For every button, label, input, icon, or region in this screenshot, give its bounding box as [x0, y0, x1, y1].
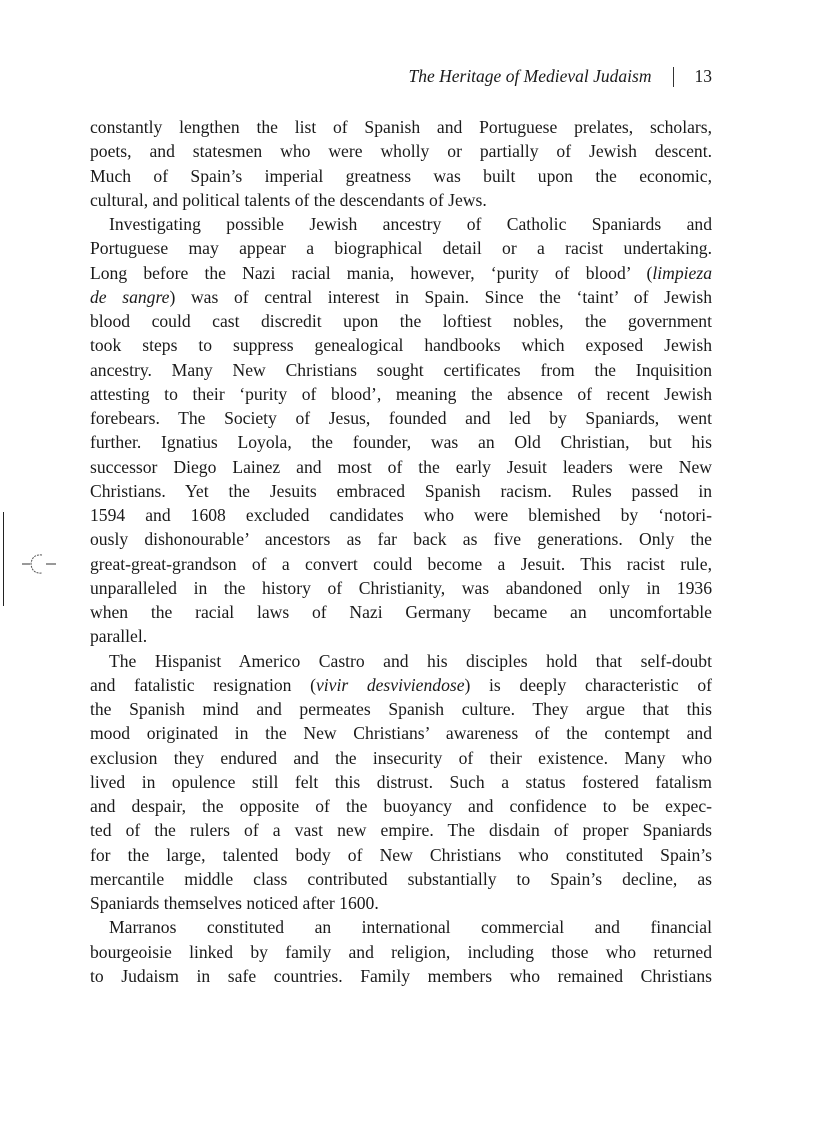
text-line	[90, 455, 712, 479]
text-run: mood originated in the New Christians’ awareness of the contempt and	[90, 723, 712, 744]
italic-term: de sangre	[90, 286, 170, 307]
text-line	[90, 843, 712, 867]
text-run: unparalleled in the history of Christianity, was abandoned only in 1936	[90, 577, 712, 598]
page-number: 13	[694, 66, 712, 86]
text-run: and fatalistic resignation (	[90, 674, 316, 695]
paragraph	[90, 115, 712, 212]
paragraph	[90, 915, 712, 988]
cut-mark-icon	[22, 548, 56, 580]
paragraph	[90, 649, 712, 916]
text-run: when the racial laws of Nazi Germany became an uncomfortable	[90, 602, 712, 622]
text-run: took steps to suppress genealogical handbooks which exposed Jewish	[90, 335, 712, 356]
text-run: the Spanish mind and permeates Spanish culture. They argue that this	[90, 699, 712, 719]
text-run: exclusion they endured and the insecurity of their existence. Many who	[90, 747, 712, 768]
text-run: constantly lengthen the list of Spanish and Portuguese prelates, scholars,	[90, 117, 712, 137]
text-line	[90, 915, 712, 939]
text-run: for the large, talented body of New Christians who constituted Spain’s	[90, 844, 712, 865]
text-line	[90, 721, 712, 745]
text-line	[90, 576, 712, 600]
text-line	[90, 285, 712, 309]
header-divider	[673, 67, 674, 87]
text-line	[90, 406, 712, 430]
text-run: 1594 and 1608 excluded candidates who were blemished by ‘notori-	[90, 505, 712, 525]
text-line	[90, 430, 712, 454]
text-run: successor Diego Lainez and most of the early Jesuit leaders were New	[90, 456, 712, 477]
text-run: ) was of central interest in Spain. Since the ‘taint’ of Jewish	[169, 286, 712, 307]
text-run: Christians. Yet the Jesuits embraced Spanish racism. Rules passed in	[90, 480, 712, 501]
text-run: Portuguese may appear a biographical detail or a racist undertaking.	[90, 238, 712, 259]
text-line	[90, 818, 712, 842]
text-run: Investigating possible Jewish ancestry of Catholic Spaniards and	[109, 214, 712, 234]
crop-margin-bar	[3, 512, 4, 606]
text-line	[90, 940, 712, 964]
text-run: attesting to their ‘purity of blood’, meaning the absence of recent Jewish	[90, 383, 712, 404]
text-line	[90, 867, 712, 891]
text-run: to Judaism in safe countries. Family members who remained Christians	[90, 965, 712, 986]
text-line	[90, 188, 712, 212]
text-line	[90, 115, 712, 139]
text-line	[90, 624, 712, 648]
text-run: ted of the rulers of a vast new empire. The disdain of proper Spaniards	[90, 820, 712, 841]
text-line	[90, 964, 712, 988]
text-line	[90, 358, 712, 382]
paragraph	[90, 212, 712, 649]
text-run: Much of Spain’s imperial greatness was built upon the economic,	[90, 165, 712, 186]
body-text	[90, 115, 712, 988]
text-line	[90, 261, 712, 285]
text-line	[90, 746, 712, 770]
text-run: poets, and statesmen who were wholly or partially of Jewish descent.	[90, 141, 712, 162]
text-line	[90, 600, 712, 624]
text-line	[90, 164, 712, 188]
text-line	[90, 382, 712, 406]
text-line	[90, 673, 712, 697]
text-run: cultural, and political talents of the descendants of Jews.	[90, 189, 487, 210]
text-line	[90, 236, 712, 260]
text-line	[90, 794, 712, 818]
text-line	[90, 333, 712, 357]
text-line	[90, 770, 712, 794]
text-run: great-great-grandson of a convert could become a Jesuit. This racist rule,	[90, 553, 712, 574]
text-line	[90, 891, 712, 915]
running-title: The Heritage of Medieval Judaism	[408, 66, 652, 86]
text-run: Long before the Nazi racial mania, however, ‘purity of blood’ (	[90, 262, 653, 283]
text-run: The Hispanist Americo Castro and his disciples hold that self-doubt	[109, 650, 712, 671]
text-run: ) is deeply characteristic of	[464, 674, 712, 695]
text-run: lived in opulence still felt this distrust. Such a status fostered fatalism	[90, 771, 712, 792]
text-run: bourgeoisie linked by family and religion, including those who returned	[90, 941, 712, 962]
text-line	[90, 309, 712, 333]
italic-term: vivir desviviendose	[315, 674, 465, 695]
text-line	[90, 212, 712, 236]
text-line	[90, 649, 712, 673]
text-run: Spaniards themselves noticed after 1600.	[90, 893, 379, 913]
text-line	[90, 697, 712, 721]
text-line	[90, 503, 712, 527]
text-run: ancestry. Many New Christians sought certificates from the Inquisition	[90, 359, 712, 380]
text-run: blood could cast discredit upon the loftiest nobles, the government	[90, 311, 712, 331]
text-line	[90, 479, 712, 503]
text-run: and despair, the opposite of the buoyancy and confidence to be expec-	[90, 796, 712, 816]
text-run: mercantile middle class contributed substantially to Spain’s decline, as	[90, 868, 712, 889]
text-run: parallel.	[90, 626, 148, 647]
text-line	[90, 527, 712, 551]
running-header	[408, 66, 712, 87]
text-run: forebears. The Society of Jesus, founded and led by Spaniards, went	[90, 408, 712, 428]
text-run: Marranos constituted an international commercial and financial	[109, 917, 712, 938]
italic-term: limpieza	[652, 262, 712, 283]
text-run: further. Ignatius Loyola, the founder, was an Old Christian, but his	[90, 432, 712, 453]
text-run: ously dishonourable’ ancestors as far back as five generations. Only the	[90, 529, 712, 550]
text-line	[90, 139, 712, 163]
text-line	[90, 552, 712, 576]
